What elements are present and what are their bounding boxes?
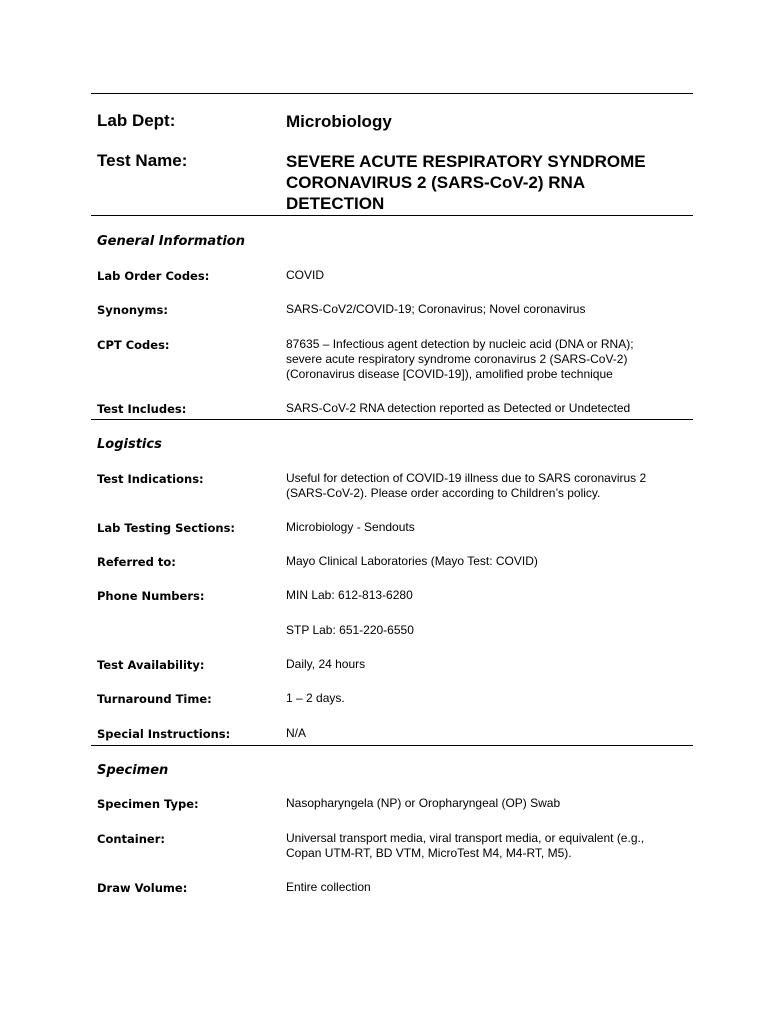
test-indications-line: Useful for detection of COVID-19 illness due to SARS coronavirus 2	[286, 471, 647, 485]
specimen-type-label: Specimen Type:	[97, 797, 199, 811]
test-indications-value	[286, 471, 686, 501]
container-line: Copan UTM-RT, BD VTM, MicroTest M4, M4-RT, M5).	[286, 846, 572, 860]
lab-order-codes-label: Lab Order Codes:	[97, 269, 210, 283]
lab-testing-sections-value: Microbiology - Sendouts	[286, 520, 415, 534]
test-indications-label: Test Indications:	[97, 472, 204, 486]
referred-to-value: Mayo Clinical Laboratories (Mayo Test: COVID)	[286, 554, 538, 568]
test-availability-label: Test Availability:	[97, 658, 205, 672]
phone-min-lab: MIN Lab: 612-813-6280	[286, 588, 413, 602]
turnaround-time-value: 1 – 2 days.	[286, 691, 345, 705]
test-indications-line: (SARS-CoV-2). Please order according to Children’s policy.	[286, 486, 601, 500]
synonyms-value: SARS-CoV2/COVID-19; Coronavirus; Novel coronavirus	[286, 302, 586, 316]
lab-dept-value: Microbiology	[286, 112, 392, 131]
section-title-logistics: Logistics	[97, 437, 162, 452]
phone-stp-lab: STP Lab: 651-220-6550	[286, 623, 414, 637]
lab-dept-label: Lab Dept:	[97, 111, 176, 130]
test-name-line: SEVERE ACUTE RESPIRATORY SYNDROME	[286, 152, 646, 171]
container-label: Container:	[97, 832, 165, 846]
cpt-codes-label: CPT Codes:	[97, 338, 170, 352]
test-name-line: DETECTION	[286, 194, 385, 213]
lab-order-codes-value: COVID	[286, 268, 325, 282]
draw-volume-value: Entire collection	[286, 880, 371, 894]
header-bottom-rule	[91, 215, 693, 216]
section-divider	[91, 419, 693, 420]
special-instructions-value: N/A	[286, 726, 307, 740]
lab-testing-sections-label: Lab Testing Sections:	[97, 521, 236, 535]
cpt-codes-line: (Coronavirus disease [COVID-19]), amolified probe technique	[286, 367, 613, 381]
cpt-codes-value	[286, 337, 686, 382]
special-instructions-label: Special Instructions:	[97, 727, 231, 741]
phone-numbers-label: Phone Numbers:	[97, 589, 205, 603]
referred-to-label: Referred to:	[97, 555, 176, 569]
header-top-rule	[91, 93, 693, 94]
specimen-type-value: Nasopharyngela (NP) or Oropharyngeal (OP) Swab	[286, 796, 561, 810]
section-title-specimen: Specimen	[97, 763, 169, 778]
test-availability-value: Daily, 24 hours	[286, 657, 366, 671]
synonyms-label: Synonyms:	[97, 303, 168, 317]
test-includes-value: SARS-CoV-2 RNA detection reported as Detected or Undetected	[286, 401, 631, 415]
draw-volume-label: Draw Volume:	[97, 881, 188, 895]
test-name-line: CORONAVIRUS 2 (SARS-CoV-2) RNA	[286, 173, 586, 192]
test-includes-label: Test Includes:	[97, 402, 187, 416]
container-value	[286, 831, 686, 861]
cpt-codes-line: severe acute respiratory syndrome coronavirus 2 (SARS-CoV-2)	[286, 352, 628, 366]
section-title-general: General Information	[97, 234, 245, 249]
container-line: Universal transport media, viral transport media, or equivalent (e.g.,	[286, 831, 645, 845]
cpt-codes-line: 87635 – Infectious agent detection by nucleic acid (DNA or RNA);	[286, 337, 634, 351]
test-name-value	[286, 151, 686, 214]
section-divider	[91, 745, 693, 746]
turnaround-time-label: Turnaround Time:	[97, 692, 212, 706]
test-name-label: Test Name:	[97, 151, 188, 170]
